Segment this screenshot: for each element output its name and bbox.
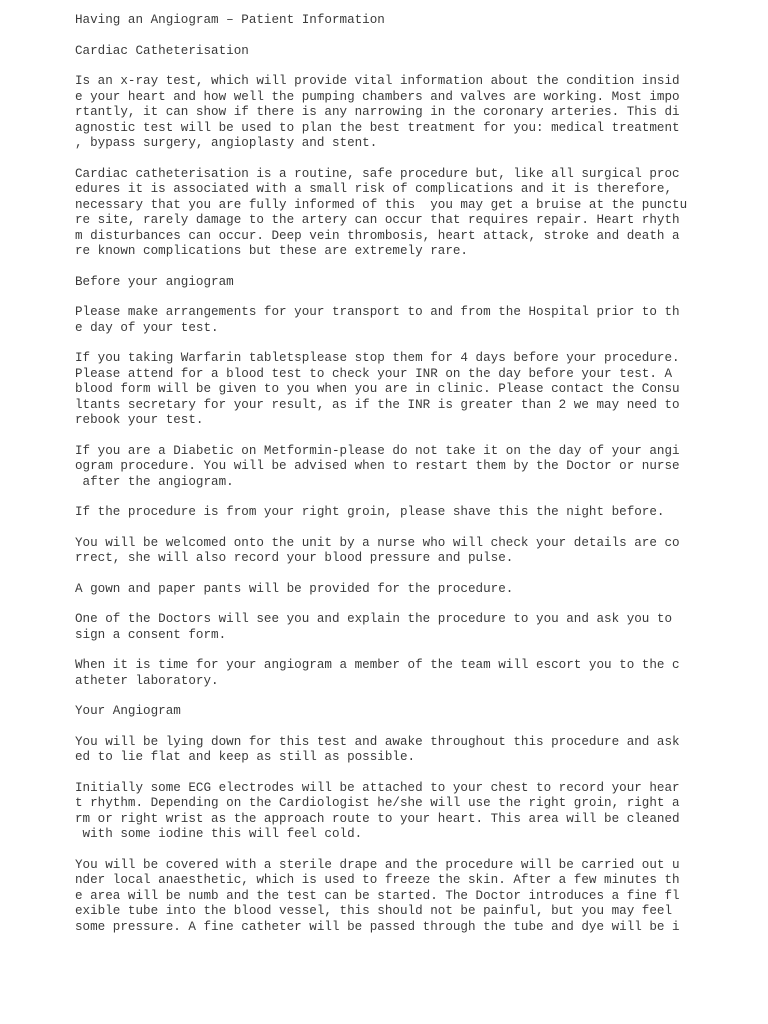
- text-line: e day of your test.: [75, 320, 219, 335]
- text-line: with some iodine this will feel cold.: [75, 827, 363, 841]
- text-line: t rhythm. Depending on the Cardiologist he/she will use the right groin, right a: [75, 796, 680, 810]
- text-line: If you taking Warfarin tabletsplease stop them for 4 days before your procedure.: [75, 351, 680, 365]
- paragraph-risks: [75, 167, 765, 260]
- paragraph-shave: [75, 505, 765, 521]
- text-line: ogram procedure. You will be advised when to restart them by the Doctor or nurse: [75, 459, 680, 473]
- text-line: Is an x-ray test, which will provide vital information about the condition insid: [75, 74, 680, 88]
- text-line: A gown and paper pants will be provided for the procedure.: [75, 581, 514, 596]
- text-line: necessary that you are fully informed of this you may get a bruise at the punctu: [75, 197, 688, 212]
- section-heading-cardiac-catheterisation: [75, 44, 765, 60]
- paragraph-ecg: [75, 781, 765, 843]
- text-line: Please make arrangements for your transport to and from the Hospital prior to th: [75, 305, 680, 319]
- document-page: [75, 13, 765, 950]
- text-line: ed to lie flat and keep as still as possible.: [75, 750, 416, 764]
- paragraph-welcome: [75, 536, 765, 567]
- text-line: rrect, she will also record your blood pressure and pulse.: [75, 551, 514, 565]
- text-line: e your heart and how well the pumping chambers and valves are working. Most impo: [75, 89, 680, 104]
- text-line: , bypass surgery, angioplasty and stent.: [75, 136, 378, 150]
- text-line: nder local anaesthetic, which is used to freeze the skin. After a few minutes th: [75, 873, 680, 887]
- document-title: [75, 13, 765, 29]
- text-line: When it is time for your angiogram a member of the team will escort you to the c: [75, 658, 680, 672]
- text-line: edures it is associated with a small risk of complications and it is therefore,: [75, 182, 673, 196]
- paragraph-sterile-drape: [75, 858, 765, 936]
- text-line: Cardiac Catheterisation: [75, 43, 249, 58]
- text-line: Before your angiogram: [75, 274, 234, 289]
- text-line: e area will be numb and the test can be started. The Doctor introduces a fine fl: [75, 888, 680, 903]
- text-line: You will be welcomed onto the unit by a nurse who will check your details are co: [75, 535, 680, 550]
- text-line: rebook your test.: [75, 413, 204, 427]
- text-line: Initially some ECG electrodes will be attached to your chest to record your hear: [75, 780, 680, 795]
- text-line: Please attend for a blood test to check your INR on the day before your test. A: [75, 366, 673, 381]
- text-line: You will be covered with a sterile drape and the procedure will be carried out u: [75, 857, 680, 872]
- text-line: rtantly, it can show if there is any narrowing in the coronary arteries. This di: [75, 105, 680, 119]
- text-line: re site, rarely damage to the artery can occur that requires repair. Heart rhyth: [75, 213, 680, 227]
- text-line: rm or right wrist as the approach route to your heart. This area will be cleaned: [75, 811, 680, 826]
- paragraph-metformin: [75, 444, 765, 491]
- text-line: m disturbances can occur. Deep vein thrombosis, heart attack, stroke and death a: [75, 228, 680, 243]
- text-line: Your Angiogram: [75, 704, 181, 718]
- text-line: Cardiac catheterisation is a routine, safe procedure but, like all surgical proc: [75, 166, 680, 181]
- paragraph-intro: [75, 74, 765, 152]
- text-line: re known complications but these are extremely rare.: [75, 244, 468, 258]
- paragraph-lying-down: [75, 735, 765, 766]
- text-line: ltants secretary for your result, as if the INR is greater than 2 we may need to: [75, 397, 680, 412]
- text-line: If you are a Diabetic on Metformin-please do not take it on the day of your angi: [75, 443, 680, 458]
- text-line: some pressure. A fine catheter will be passed through the tube and dye will be i: [75, 919, 680, 934]
- text-line: You will be lying down for this test and awake throughout this procedure and ask: [75, 734, 680, 749]
- paragraph-transport: [75, 305, 765, 336]
- text-line: atheter laboratory.: [75, 673, 219, 688]
- text-line: after the angiogram.: [75, 474, 234, 489]
- text-line: If the procedure is from your right groin, please shave this the night before.: [75, 505, 665, 519]
- text-line: blood form will be given to you when you are in clinic. Please contact the Consu: [75, 382, 680, 396]
- text-line: sign a consent form.: [75, 627, 227, 642]
- text-line: One of the Doctors will see you and explain the procedure to you and ask you to: [75, 612, 673, 626]
- text-line: exible tube into the blood vessel, this should not be painful, but you may feel: [75, 904, 673, 918]
- text-line: Having an Angiogram – Patient Information: [75, 13, 385, 27]
- paragraph-consent: [75, 612, 765, 643]
- paragraph-escort: [75, 658, 765, 689]
- paragraph-gown: [75, 582, 765, 598]
- paragraph-warfarin: [75, 351, 765, 429]
- section-heading-your-angiogram: [75, 704, 765, 720]
- section-heading-before-your-angiogram: [75, 275, 765, 291]
- text-line: agnostic test will be used to plan the best treatment for you: medical treatment: [75, 120, 680, 135]
